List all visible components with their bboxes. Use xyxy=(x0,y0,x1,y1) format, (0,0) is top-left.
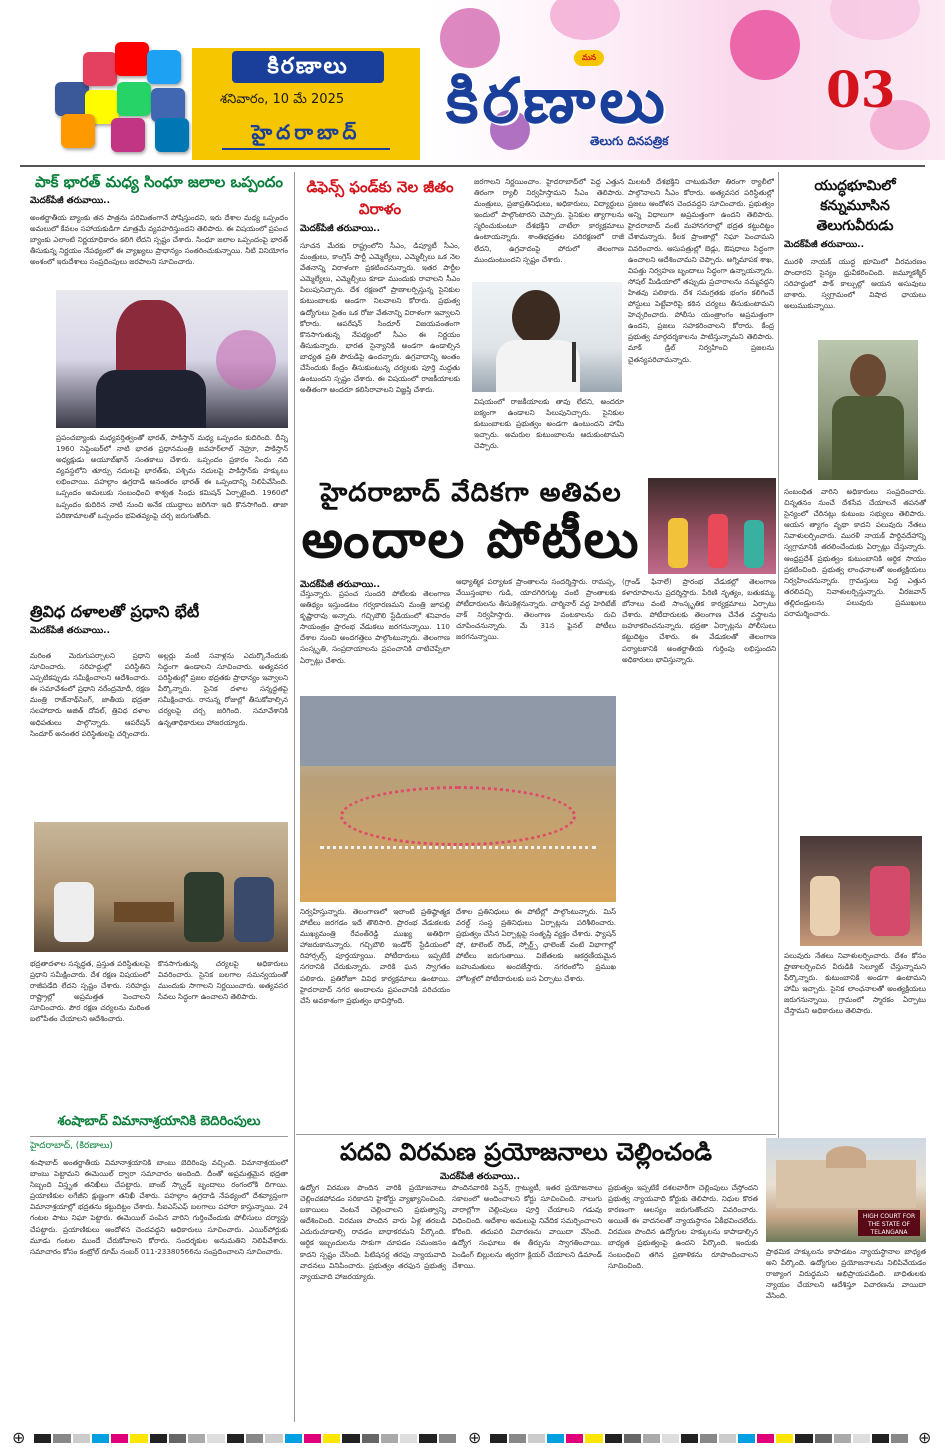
dateline: మెదక్‌పేజీ తరువాయి.. xyxy=(440,1172,520,1182)
color-swatch xyxy=(643,1434,660,1443)
dateline: మెదక్‌పేజీ తరువాయి.. xyxy=(300,224,380,234)
color-swatch xyxy=(111,1434,128,1443)
story-body: పలువురు నేతలు నివాళులర్పించారు. దేశం కోసం ప్రాణాలర్పించిన వీరుడికి సెల్యూట్ చేస్తున్నామని పేర్కొన్నారు. కుటుంబానికి అండగా ఉంటామని హామీ ఇచ్చారు. సైనిక లాంఛనాలతో అంత్యక్రియలు జరుగనున్నాయి. గ్రామంలో స్మారకం ఏర్పాటు చేస్తామని అధికారులు తెలిపారు. xyxy=(784,951,926,1016)
color-swatch xyxy=(605,1434,622,1443)
story-headline: పాక్ భారత్ మధ్య సింధూ జలాల ఒప్పందం xyxy=(35,173,283,191)
facebook-icon xyxy=(55,82,89,116)
story-body: పొందినవారికి పెన్షన్, గ్రాట్యుటీ, ఇతర ప్రయోజనాలు సకాలంలో అందించాలని కోర్టు సూచించింది. నాలుగు వారాల్లోగా చెల్లింపులు పూర్తి చేయాలని గడువు విధించింది. ఆదేశాల అమలుపై నివేదిక సమర్పించాలని కోరింది. తదుపరి విచారణను వాయిదా వేసింది. ఉద్యోగ సంఘాలు ఈ తీర్పును స్వాగతించాయి. పెండింగ్ బిల్లులను త్వరగా క్లియర్ చేయాలని డిమాండ్ చేశాయి. xyxy=(452,1183,602,1270)
color-swatch xyxy=(490,1434,507,1443)
color-swatch xyxy=(246,1434,263,1443)
color-swatch xyxy=(34,1434,51,1443)
story-body: మురళీ నాయక్ యుద్ధ భూమిలో వీరమరణం పొందారని సైన్యం ధ్రువీకరించింది. జమ్మూకశ్మీర్ సరిహద్దులో పాక్ కాల్పుల్లో ఆయన అసువులు బాశారు. స్వగ్రామంలో విషాద ఛాయలు అలుముకున్నాయి. xyxy=(784,257,926,311)
photo-high-court xyxy=(766,1138,926,1242)
color-swatch xyxy=(776,1434,793,1443)
story-body: మిలటరీ దేశభక్తిని చాటుకునేలా తిరంగా ర్యాలీలో పాల్గొనాలని సీఎం కోరారు. అత్యవసర పరిస్థితుల్లో ప్రజలు ఆందోళన చెందవద్దని సూచించారు. ప్రభుత్వం అన్ని విధాలుగా అప్రమత్తంగా ఉందని తెలిపారు. హైదరాబాద్ వంటి మహానగరాల్లో భద్రత కట్టుదిట్టం చేశామన్నారు. కీలక ప్రాంతాల్లో నిఘా పెంచామని వివరించారు. ఆసుపత్రుల్లో బెడ్లు, ఔషధాలు సిద్ధంగా ఉంచాలని ఆదేశించామని చెప్పారు. అగ్నిమాపక శాఖ, విపత్తు నిర్వహణ బృందాలు సిద్ధంగా ఉన్నాయన్నారు. సోషల్ మీడియాలో తప్పుడు ప్రచారాలను నమ్మవద్దని హితవు పలికారు. దేశ సమగ్రతకు భంగం కలిగించే పోస్టులు పెట్టేవారిపై కఠిన చర్యలు తీసుకుంటామని హెచ్చరించారు. పోలీసు యంత్రాంగం అప్రమత్తంగా ఉందని, ప్రజలు సహకరించాలని కోరారు. కేంద్ర ప్రభుత్వ మార్గదర్శకాలను పాటిస్తున్నామని తెలిపారు. మాక్ డ్రిల్ నిర్వహించి ప్రజలను చైతన్యపరిచామన్నారు. xyxy=(628,177,774,364)
instagram-icon xyxy=(83,52,117,86)
date-box xyxy=(192,48,420,160)
story-airport-threat xyxy=(30,1112,288,1427)
main-headline-line1: హైదరాబాద్ వేదికగా అతివల xyxy=(320,478,622,508)
color-swatch xyxy=(585,1434,602,1443)
photo-contestants xyxy=(648,478,776,574)
whatsapp-icon xyxy=(117,82,151,116)
page-number: 03 xyxy=(826,60,896,119)
column-rule xyxy=(294,172,295,1422)
facebook-icon xyxy=(151,88,185,122)
dateline: మెదక్‌పేజీ తరువాయి.. xyxy=(300,580,380,590)
story-body: భద్రతాదళాల సన్నద్ధత, ప్రస్తుత పరిస్థితులపై ప్రధాని సమీక్షించారు. దేశ రక్షణ విషయంలో రాజీపడేది లేదని స్పష్టం చేశారు. సరిహద్దు రాష్ట్రాల్లో అప్రమత్తత పెంచాలని సూచించారు. పౌర రక్షణ చర్యలను మరింత బలోపేతం చేయాలని ఆదేశించారు. xyxy=(30,959,150,1024)
photo-pm-meeting xyxy=(34,822,288,952)
color-swatch xyxy=(757,1434,774,1443)
color-swatch xyxy=(891,1434,908,1443)
story-pm-meeting xyxy=(30,602,288,642)
color-swatch xyxy=(304,1434,321,1443)
column-rule xyxy=(778,172,779,1172)
color-swatch xyxy=(738,1434,755,1443)
color-swatch xyxy=(547,1434,564,1443)
color-swatch xyxy=(362,1434,379,1443)
color-swatch xyxy=(681,1434,698,1443)
color-swatch xyxy=(509,1434,526,1443)
color-swatch xyxy=(700,1434,717,1443)
story-body: (గ్రాండ్ ఫినాలే) ప్రారంభ వేడుకల్లో తెలంగాణ కళారూపాలను ప్రదర్శిస్తారు. పేరిణి నృత్యం, బతుకమ్మ, బోనాలు వంటి సాంస్కృతిక కార్యక్రమాలు ఏర్పాటు చేశారు. పోటీదారులకు తెలంగాణ చేనేత వస్త్రాలను బహూకరించనున్నారు. భద్రతా ఏర్పాట్లను పోలీసులు కట్టుదిట్టం చేశారు. ఈ వేడుకలతో తెలంగాణ పర్యాటకానికి అంతర్జాతీయ గుర్తింపు లభిస్తుందని అధికారులు భావిస్తున్నారు. xyxy=(622,577,776,664)
story-body: ప్రపంచబ్యాంకు మధ్యవర్తిత్వంతో భారత్, పాకిస్తాన్ మధ్య ఒప్పందం కుదిరింది. దీన్ని 1960 సెప్టెంబర్‌లో నాటి భారత ప్రధానమంత్రి జవహర్‌లాల్ నెహ్రూ, పాకిస్తాన్ అధ్యక్షుడు అయూబ్‌ఖాన్ సంతకాలు చేశారు. ఒప్పందం ప్రకారం సింధు నది వ్యవస్థలోని తూర్పు నదులపై భారత్‌కు, పశ్చిమ నదులపై పాకిస్తాన్‌కు హక్కులు లభించాయి. పహల్గాం ఉగ్రదాడి అనంతరం భారత్ ఈ ఒప్పందాన్ని నిలిపివేసింది. ఒప్పందం అమలుకు సంబంధించి శాశ్వత సింధు కమిషన్ ఏర్పాటైంది. 1960లో ఒప్పందం కుదిరిన నాటి నుంచి అనేక యుద్ధాలు జరిగినా ఇది కొనసాగింది. తాజా పరిణామాలతో ఒప్పందం భవితవ్యంపై చర్చ జరుగుతోంది. xyxy=(56,433,288,520)
story-body: అల్లర్లు వంటి సవాళ్లను ఎదుర్కొనేందుకు సిద్ధంగా ఉండాలని సూచించారు. అత్యవసర పరిస్థితుల్లో ప్రజల భద్రతకు ప్రాధాన్యం ఇవ్వాలని పేర్కొన్నారు. సైనిక దళాల సన్నద్ధతపై సమీక్షించారు. రానున్న రోజుల్లో తీసుకోవాల్సిన చర్యలపై చర్చ జరిగింది. సమావేశానికి ఉన్నతాధికారులు హాజరయ్యారు. xyxy=(158,651,288,727)
color-swatch xyxy=(439,1434,456,1443)
color-swatch xyxy=(53,1434,70,1443)
issue-date: శనివారం, 10 మే 2025 xyxy=(220,92,345,107)
story-soldier xyxy=(784,176,926,324)
youtube-icon xyxy=(115,42,149,76)
story-headline: డిఫెన్స్ ఫండ్‌కు నెల జీతం విరాళం xyxy=(306,178,454,218)
edition-city: హైదరాబాద్ xyxy=(251,120,361,144)
color-bar xyxy=(490,1434,910,1443)
story-defense-fund xyxy=(300,176,460,464)
registration-mark-icon: ⊕ xyxy=(468,1428,482,1447)
color-swatch xyxy=(150,1434,167,1443)
story-indus-treaty xyxy=(30,172,288,290)
color-swatch xyxy=(566,1434,583,1443)
rss-icon xyxy=(61,114,95,148)
photo-chief-minister xyxy=(472,282,622,392)
color-swatch xyxy=(342,1434,359,1443)
color-swatch xyxy=(207,1434,224,1443)
badge: మన xyxy=(574,50,604,66)
color-swatch xyxy=(419,1434,436,1443)
color-swatch xyxy=(719,1434,736,1443)
story-body: ఆధ్యాత్మిక పర్యాటక ప్రాంతాలను సందర్శిస్తారు. రామప్ప, వేయిస్తంభాల గుడి, యాదగిరిగుట్ట వంటి ప్రాంతాలకు పోటీదారులను తీసుకెళ్లనున్నారు. చార్మినార్ వద్ద హెరిటేజ్ వాక్ నిర్వహిస్తారు. తెలంగాణ వంటకాలను రుచి చూపించనున్నారు. మే 31న ఫైనల్ పోటీలు జరగనున్నాయి. xyxy=(456,577,616,642)
color-swatch xyxy=(73,1434,90,1443)
story-body: జరగాలని నిర్ణయించాం. హైదరాబాద్‌లో పెద్ద ఎత్తున తిరంగా ర్యాలీ నిర్వహిస్తామని సీఎం తెలిపారు. మంత్రులు, ప్రజాప్రతినిధులు, అధికారులు, విద్యార్థులు ఇందులో పాల్గొంటారని చెప్పారు. సైనికుల త్యాగాలను స్మరించుకుంటూ దేశభక్తిని చాటేలా కార్యక్రమాలు ఉంటాయన్నారు. శాంతిభద్రతల పరిరక్షణలో రాజీ లేదని, ఉగ్రవాదంపై పోరులో తెలంగాణ ముందుంటుందని స్పష్టం చేశారు. xyxy=(474,177,624,264)
divider xyxy=(222,148,390,150)
story-body: విషయంలో రాజకీయాలకు తావు లేదని, అందరూ ఐక్యంగా ఉండాలని పిలుపునిచ్చారు. సైనికుల కుటుంబాలకు ప్రభుత్వం అండగా ఉంటుందని హామీ ఇచ్చారు. అమరుల కుటుంబాలను ఆదుకుంటామని చెప్పారు. xyxy=(474,397,624,451)
color-swatch xyxy=(130,1434,147,1443)
story-body: సూచన మేరకు రాష్ట్రంలోని సీఎం, డిప్యూటీ సీఎం, మంత్రులు, కాంగ్రెస్ పార్టీ ఎమ్మెల్యేలు, ఎమ్మెల్సీలు ఒక నెల వేతనాన్ని విరాళంగా ప్రకటించనున్నారు. ఇతర పార్టీల ఎమ్మెల్యేలు, ఎమ్మెల్సీలు కూడా ముందుకు రావాలని సీఎం పిలుపునిచ్చారు. దేశ రక్షణలో ప్రాణాలర్పిస్తున్న సైనికుల కుటుంబాలకు అండగా నిలవాలని కోరారు. ప్రభుత్వ ఉద్యోగులు సైతం ఒక రోజు వేతనాన్ని విరాళంగా ఇవ్వాలని కోరారు. ఆపరేషన్ సిందూర్ విజయవంతంగా కొనసాగుతున్న నేపథ్యంలో సీఎం ఈ నిర్ణయం తీసుకున్నారు. భారత సైన్యానికి అండగా ఉండాల్సిన బాధ్యత ప్రతి పౌరుడిపై ఉందన్నారు. ఉగ్రవాదాన్ని అంతం చేసేందుకు కేంద్రం తీసుకుంటున్న చర్యలకు పూర్తి మద్దతు ఉంటుందని స్పష్టం చేశారు. ఈ విషయంలో రాజకీయాలకు అతీతంగా అందరూ కలిసిరావాలని విజ్ఞప్తి చేశారు. xyxy=(300,241,460,395)
registration-mark-icon: ⊕ xyxy=(12,1428,26,1447)
story-body: మరింత మెరుగుపర్చాలని ప్రధాని సూచించారు. సరిహద్దుల్లో పరిస్థితిని ఎప్పటికప్పుడు సమీక్షించాలని ఆదేశించారు. ఈ సమావేశంలో ప్రధాని నరేంద్రమోదీ, రక్షణ మంత్రి రాజ్‌నాథ్‌సింగ్, జాతీయ భద్రతా సలహాదారు అజిత్ దోవల్, త్రివిధ దళాల అధిపతులు పాల్గొన్నారు. ఆపరేషన్ సిందూర్ అనంతర పరిస్థితులపై చర్చించారు. xyxy=(30,651,150,738)
registration-mark-icon: ⊕ xyxy=(918,1428,932,1447)
color-swatch xyxy=(795,1434,812,1443)
color-swatch xyxy=(227,1434,244,1443)
color-swatch xyxy=(834,1434,851,1443)
color-swatch xyxy=(381,1434,398,1443)
color-swatch xyxy=(188,1434,205,1443)
color-swatch xyxy=(323,1434,340,1443)
color-swatch xyxy=(400,1434,417,1443)
dateline: మెదక్‌పేజీ తరువాయి.. xyxy=(30,196,110,206)
masthead xyxy=(0,0,945,160)
twitter-icon xyxy=(147,50,181,84)
photo-world-bank-president xyxy=(56,290,288,428)
color-swatch xyxy=(624,1434,641,1443)
story-body: చేస్తున్నారు. ప్రపంచ సుందరి పోటీలకు తెలంగాణ ఆతిథ్యం ఇస్తుండటం గర్వకారణమని మంత్రి జూపల్లి కృష్ణారావు అన్నారు. గచ్చిబౌలి స్టేడియంలో శనివారం సాయంత్రం ప్రారంభ వేడుకలు జరగనున్నాయి. 110 దేశాల నుంచి అందగత్తెలు పాల్గొంటున్నారు. తెలంగాణ సంస్కృతి, సంప్రదాయాలను ప్రపంచానికి చాటిచెప్పేలా ఏర్పాట్లు చేశారు. xyxy=(300,589,450,665)
color-swatch xyxy=(815,1434,832,1443)
color-swatch xyxy=(528,1434,545,1443)
header-rule xyxy=(20,165,925,167)
color-bar xyxy=(34,1434,458,1443)
dateline: మెదక్‌పేజీ తరువాయి.. xyxy=(784,240,864,250)
story-body: ఉద్యోగ విరమణ పొందిన వారికి ప్రయోజనాలు చెల్లించకపోవడం సరికాదని హైకోర్టు వ్యాఖ్యానించింది. బకాయిలు వెంటనే చెల్లించాలని ప్రభుత్వాన్ని ఆదేశించింది. విరమణ పొందిన వారు ఏళ్ల తరబడి ఎదురుచూడాల్సి రావడం బాధాకరమని పేర్కొంది. ఆర్థిక ఇబ్బందులను సాకుగా చూపడం సమంజసం కాదని స్పష్టం చేసింది. పిటిషనర్ల తరఫు న్యాయవాది వాదనలు వినిపించారు. ప్రభుత్వం తరఫున ప్రభుత్వ న్యాయవాది హాజరయ్యారు. xyxy=(300,1183,446,1281)
story-headline: శంషాబాద్ విమానాశ్రయానికి బెదిరింపులు xyxy=(57,1114,261,1129)
flower-decoration xyxy=(440,8,500,68)
small-brand-logo: కిరణాలు xyxy=(232,51,384,83)
flower-decoration xyxy=(550,0,620,40)
dateline: హైదరాబాద్, (కిరణాలు) xyxy=(30,1141,113,1151)
story-body: ప్రాథమిక హక్కులను కాపాడటం న్యాయస్థానాల బాధ్యత అని పేర్కొంది. ఉద్యోగుల ప్రయోజనాలను నిలిపివేయడం రాజ్యాంగ విరుద్ధమని అభిప్రాయపడింది. బాధితులకు న్యాయం చేయాలని ఆదేశిస్తూ విచారణను వాయిదా వేసింది. xyxy=(766,1247,926,1301)
story-headline: త్రివిధ దళాలతో ప్రధాని భేటీ xyxy=(30,602,200,621)
photo-rehearsal-stadium xyxy=(300,696,616,902)
story-headline: యుద్ధభూమిలో కన్నుమూసిన తెలుగువీరుడు xyxy=(814,178,896,234)
high-court-signboard: HIGH COURT FOR THE STATE OF TELANGANA xyxy=(858,1210,920,1236)
story-body: ప్రభుత్వం ఇప్పటికే దశలవారీగా చెల్లింపులు చేస్తోందని ప్రభుత్వ న్యాయవాది కోర్టుకు తెలిపారు. నిధుల కొరత కారణంగా ఆలస్యం జరుగుతోందని వివరించారు. అయితే ఈ వాదనలతో న్యాయస్థానం ఏకీభవించలేదు. విరమణ పొందిన ఉద్యోగుల హక్కులను కాపాడాల్సిన బాధ్యత ప్రభుత్వంపై ఉందని పేర్కొంది. ఇందుకు సంబంధించి తగిన ప్రణాళికను రూపొందించాలని సూచించింది. xyxy=(608,1183,758,1270)
color-swatch xyxy=(853,1434,870,1443)
tagline: తెలుగు దినపత్రిక xyxy=(590,134,669,148)
color-swatch xyxy=(169,1434,186,1443)
color-swatch xyxy=(285,1434,302,1443)
dateline: మెదక్‌పేజీ తరువాయి.. xyxy=(30,626,110,636)
instagram-icon xyxy=(111,118,145,152)
photo-tribute xyxy=(800,836,922,946)
story-body: దేశాల ప్రతినిధులు ఈ పోటీల్లో పాల్గొంటున్నారు. మిస్ వరల్డ్ సంస్థ ప్రతినిధులు ఏర్పాట్లను పరిశీలించారు. ప్రభుత్వం చేసిన ఏర్పాట్లపై సంతృప్తి వ్యక్తం చేశారు. ఫ్యాషన్ షో, టాలెంట్ రౌండ్, స్పోర్ట్స్ ఛాలెంజ్ వంటి విభాగాల్లో పోటీలు జరుగుతాయి. విజేతలకు ఆకర్షణీయమైన బహుమతులు అందజేస్తారు. నగరంలోని ప్రముఖ హోటళ్లలో పోటీదారులకు బస ఏర్పాటు చేశారు. xyxy=(456,907,616,983)
newspaper-logo: కిరణాలు xyxy=(446,64,669,137)
bottom-headline: పదవి విరమణ ప్రయోజనాలు చెల్లించండి xyxy=(339,1138,713,1166)
divider xyxy=(296,1134,776,1135)
photo-soldier xyxy=(818,340,918,480)
color-swatch xyxy=(265,1434,282,1443)
story-body: నిర్వహిస్తున్నారు. తెలంగాణలో ఇలాంటి ప్రతిష్ఠాత్మక పోటీలు జరగడం ఇదే తొలిసారి. ప్రారంభ వేడుకలకు ముఖ్యమంత్రి రేవంత్‌రెడ్డి ముఖ్య అతిథిగా హాజరుకానున్నారు. గచ్చిబౌలి ఇండోర్ స్టేడియంలో రిహార్సల్స్ పూర్తయ్యాయి. పోటీదారులు ఇప్పటికే నగరానికి చేరుకున్నారు. వారికి ఘన స్వాగతం పలికారు. ప్రతిరోజూ వివిధ కార్యక్రమాలు ఉంటాయి. హైదరాబాద్ నగర అందాలను ప్రపంచానికి పరిచయం చేసే అవకాశంగా ప్రభుత్వం భావిస్తోంది. xyxy=(300,907,450,1005)
color-swatch xyxy=(872,1434,889,1443)
linkedin-icon xyxy=(155,118,189,152)
story-body: కొనసాగుతున్న చర్యలపై అధికారులు వివరించారు. సైనిక బలగాల సమన్వయంతో ముందుకు సాగాలని నిర్ణయించారు. అత్యవసర సేవలు సిద్ధంగా ఉంచాలని తెలిపారు. xyxy=(158,959,288,1002)
story-body: శంషాబాద్ అంతర్జాతీయ విమానాశ్రయానికి బాంబు బెదిరింపు వచ్చింది. విమానాశ్రయంలో బాంబు పెట్టామని ఈమెయిల్ ద్వారా సమాచారం అందింది. దీంతో అప్రమత్తమైన భద్రతా సిబ్బంది విస్తృత తనిఖీలు చేపట్టారు. బాంబ్ స్క్వాడ్ బృందాలు రంగంలోకి దిగాయి. ప్రయాణికుల లగేజీని క్షుణ్ణంగా తనిఖీ చేశారు. పహల్గాం ఉగ్రదాడి నేపథ్యంలో దేశవ్యాప్తంగా విమానాశ్రయాల్లో భద్రతను కట్టుదిట్టం చేశారు. సీఐఎస్ఎఫ్ బలగాలు పహారా కాస్తున్నాయి. 24 గంటల పాటు నిఘా పెట్టారు. ఈమెయిల్ పంపిన వారిని గుర్తించేందుకు పోలీసులు దర్యాప్తు చేపట్టారు. ప్రయాణికులు ఆందోళన చెందవద్దని అధికారులు సూచించారు. ఎయిర్‌పోర్టుకు మూడు గంటల ముందే చేరుకోవాలని కోరారు. సందర్శకుల అనుమతిని నిలిపివేశారు. సమాచారం కోసం కంట్రోల్ రూమ్ నంబర్ 011-23380566ను సంప్రదించాలని సూచించారు. xyxy=(30,1158,288,1256)
color-swatch xyxy=(662,1434,679,1443)
main-headline-line2: అందాల పోటీలు xyxy=(301,510,641,570)
flower-decoration xyxy=(830,0,920,40)
color-swatch xyxy=(92,1434,109,1443)
social-media-cubes-graphic xyxy=(55,42,195,154)
story-body: సంబంధిత వారిని అధికారులు సంప్రదించారు. చిన్నతనం నుంచే దేశసేవ చేయాలనే తపనతో సైన్యంలో చేరినట్లు కుటుంబ సభ్యులు తెలిపారు. ఆయన త్యాగం వృథా కాదని పలువురు నేతలు నివాళులర్పించారు. మురళీ నాయక్ పార్థివదేహాన్ని స్వగ్రామానికి తరలించేందుకు ఏర్పాట్లు చేస్తున్నారు. ఆంధ్రప్రదేశ్ ప్రభుత్వం కుటుంబానికి ఆర్థిక సాయం ప్రకటించింది. ప్రభుత్వ లాంఛనాలతో అంత్యక్రియలు నిర్వహించనున్నారు. గ్రామస్తులు పెద్ద ఎత్తున తరలివచ్చి నివాళులర్పిస్తున్నారు. వీరజవాన్‌ తల్లిదండ్రులను పలువురు ప్రముఖులు పరామర్శించారు. xyxy=(784,487,926,619)
story-body: అంతర్జాతీయ బ్యాంకు తన పాత్రను పరిమితంగానే పోషిస్తుందని, ఇరు దేశాల మధ్య ఒప్పందం అమలులో కేవలం సహాయకుడిగా మాత్రమే వ్యవహరిస్తుందని తెలిపారు. ఈ విషయంలో ప్రపంచ బ్యాంకు ఎలాంటి నిర్ణయాధికారం కలిగి లేదని స్పష్టం చేశారు. సింధూ జలాల ఒప్పందంపై భారత్ తీసుకున్న నిర్ణయం నేపథ్యంలో ఈ వ్యాఖ్యలు ప్రాధాన్యం సంతరించుకున్నాయి. నీటి వినియోగం అంశంలో ఇరుదేశాలు సంప్రదింపులు జరపాలని సూచించారు. xyxy=(30,213,288,267)
